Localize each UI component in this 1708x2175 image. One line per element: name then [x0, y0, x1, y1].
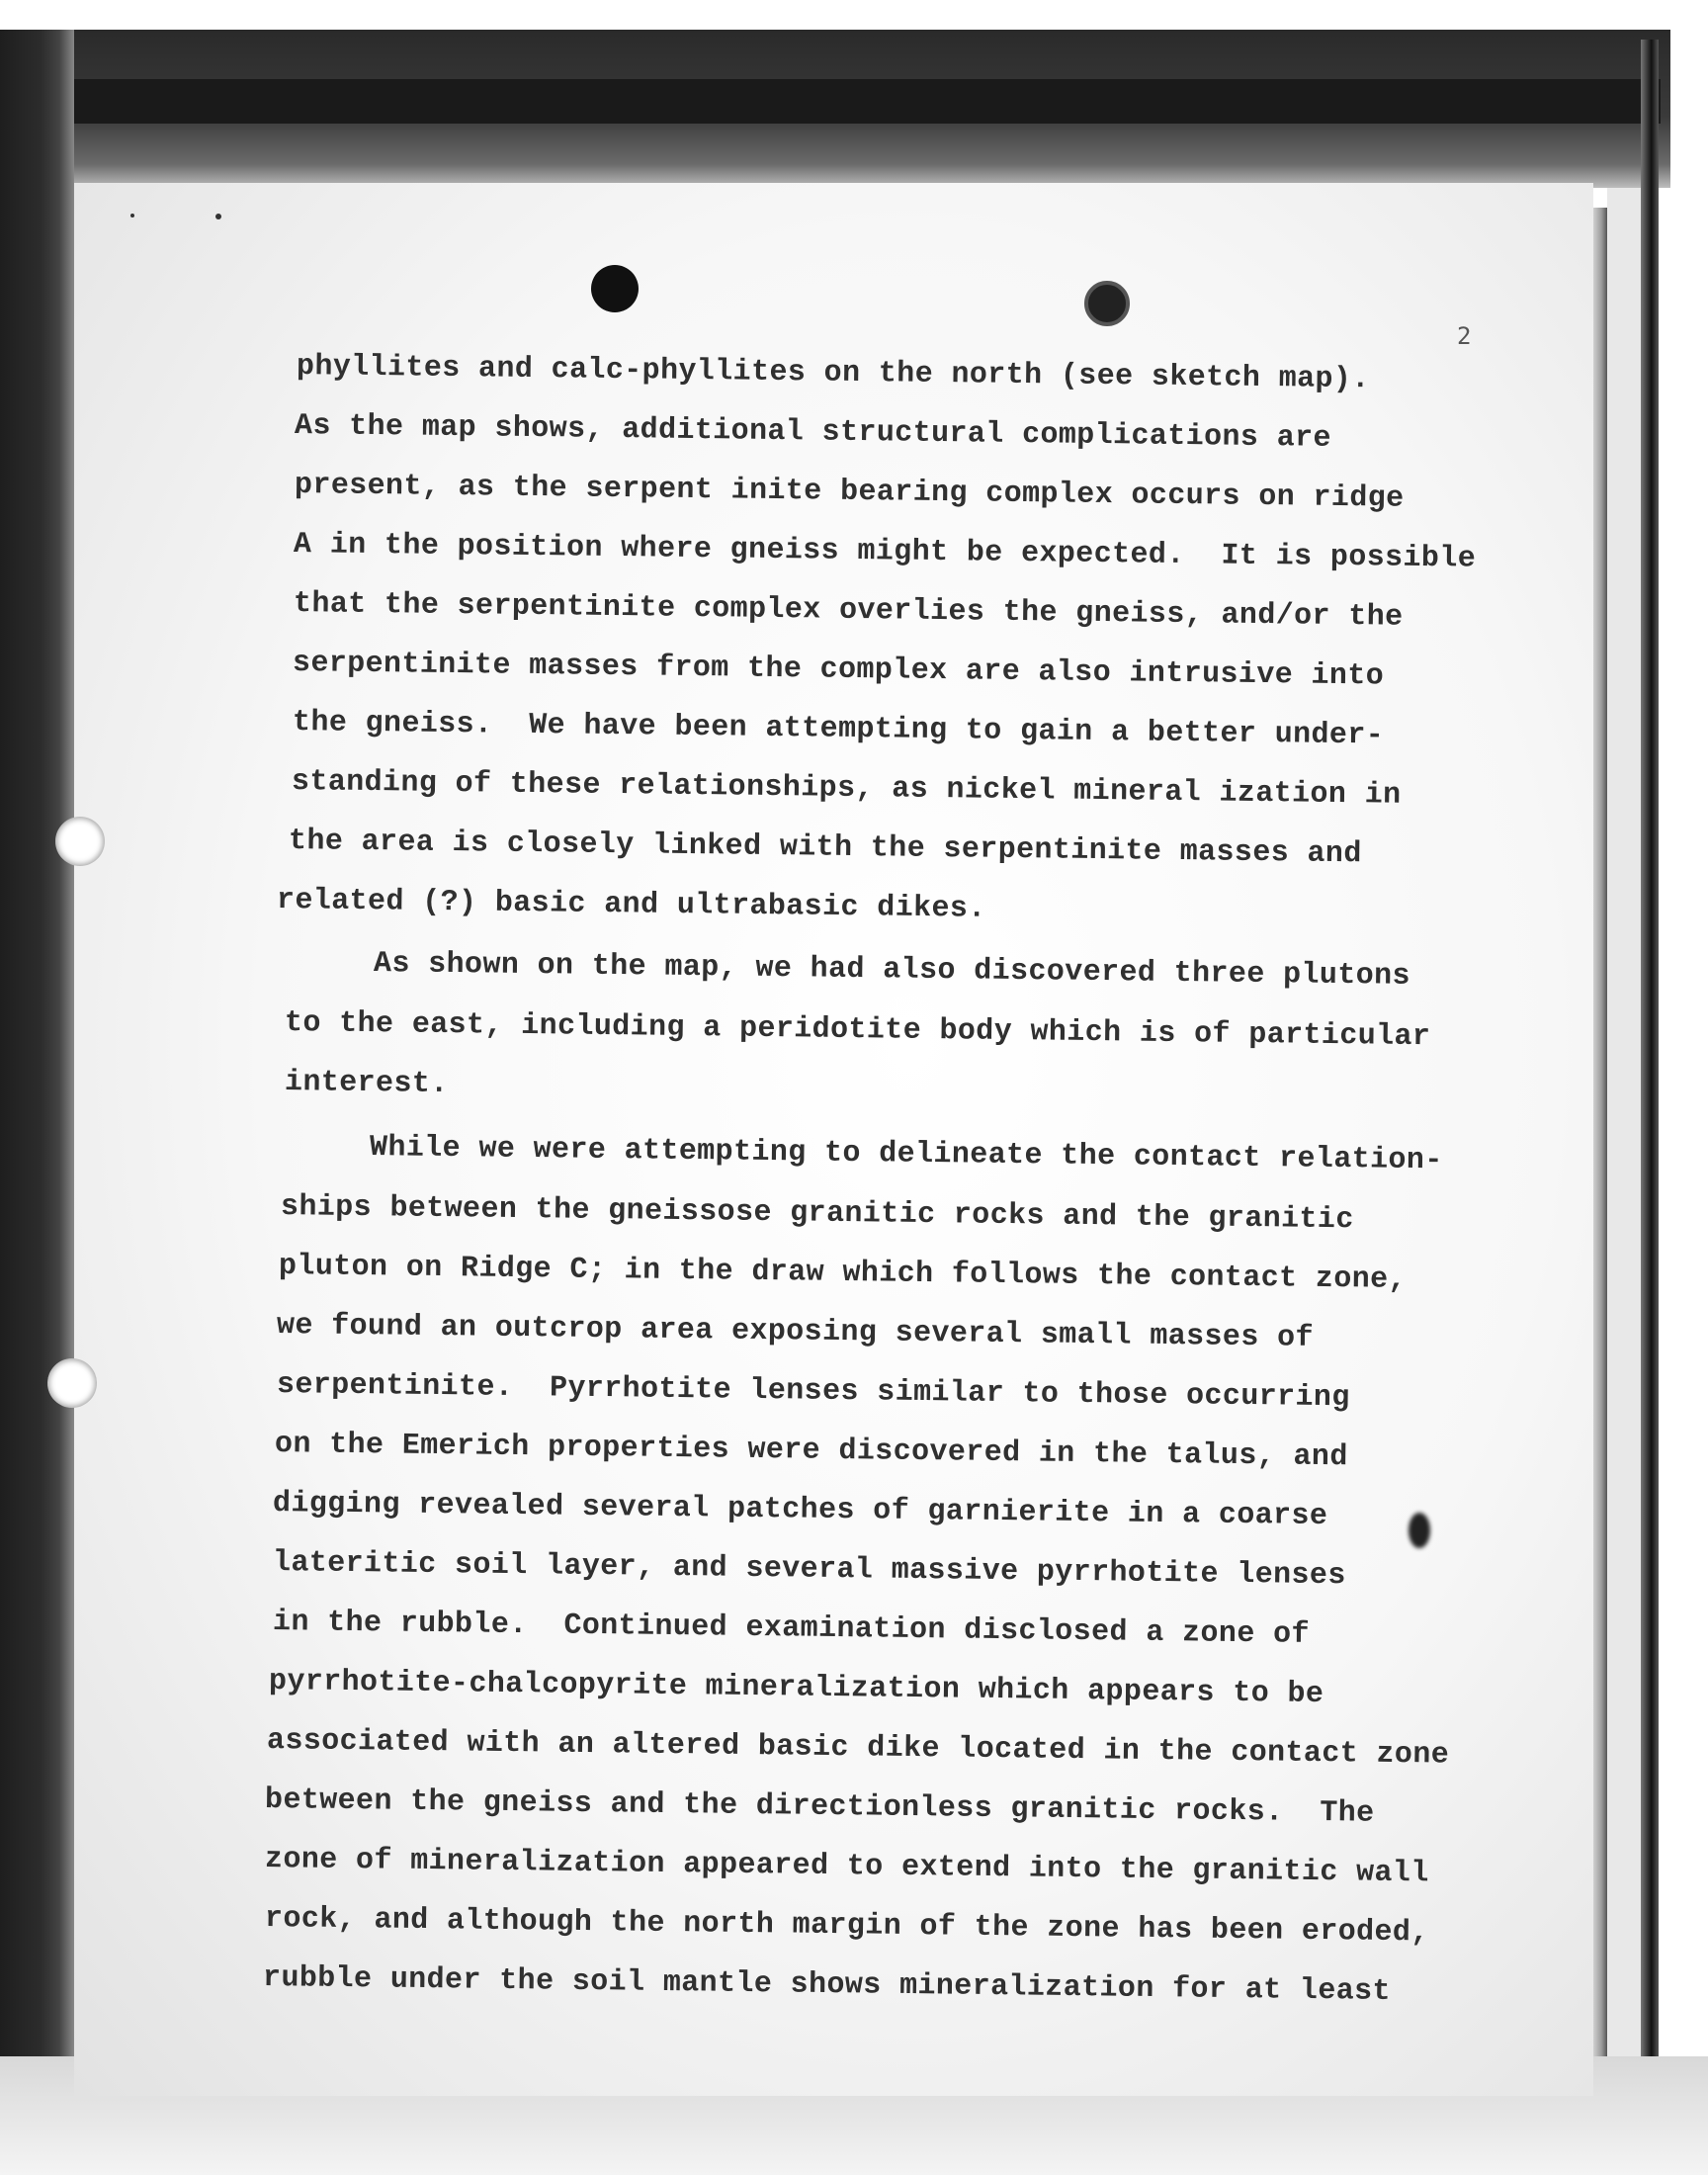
text-line: As the map shows, additional structural complications are [294, 409, 1332, 456]
text-line: zone of mineralization appeared to extend into the granitic wall [264, 1843, 1429, 1891]
text-line: A in the position where gneiss might be expected. It is possible [293, 528, 1477, 576]
text-line: interest. [284, 1066, 449, 1102]
text-line: standing of these relationships, as nickel mineral ization in [291, 765, 1402, 813]
text-line: digging revealed several patches of garnierite in a coarse [272, 1487, 1328, 1534]
text-line: pluton on Ridge C; in the draw which follows the contact zone, [278, 1250, 1408, 1297]
text-line: ships between the gneissose granitic rocks and the granitic [280, 1190, 1354, 1238]
text-line: related (?) basic and ultrabasic dikes. [276, 884, 986, 926]
text-line: As shown on the map, we had also discovered three plutons [373, 947, 1411, 994]
page-number: 2 [1457, 322, 1472, 350]
text-line: between the gneiss and the directionless granitic rocks. The [264, 1784, 1375, 1831]
text-line: we found an outcrop area exposing several small masses of [276, 1309, 1315, 1355]
text-line: lateritic soil layer, and several massive pyrrhotite lenses [272, 1546, 1346, 1594]
text-line: in the rubble. Continued examination disclosed a zone of [272, 1606, 1311, 1652]
text-line: While we were attempting to delineate the contact relation- [369, 1131, 1443, 1178]
text-line: the gneiss. We have been attempting to gain a better under- [292, 706, 1385, 753]
text-line: serpentinite. Pyrrhotite lenses similar to those occurring [276, 1368, 1350, 1416]
text-line: to the east, including a peridotite body which is of particular [284, 1006, 1431, 1055]
text-line: that the serpentinite complex overlies the gneiss, and/or the [293, 587, 1404, 635]
text-line: rock, and although the north margin of the zone has been eroded, [264, 1902, 1429, 1951]
text-line: associated with an altered basic dike located in the contact zone [266, 1724, 1450, 1773]
text-line: the area is closely linked with the serpentinite masses and [288, 825, 1362, 872]
text-line: on the Emerich properties were discovered in the talus, and [274, 1428, 1348, 1475]
text-line: present, as the serpent inite bearing complex occurs on ridge [294, 469, 1405, 516]
text-line: serpentinite masses from the complex are also intrusive into [292, 647, 1385, 694]
text-line: pyrrhotite-chalcopyrite mineralization which appears to be [268, 1665, 1324, 1712]
text-line: phyllites and calc-phyllites on the north (see sketch map). [296, 350, 1370, 397]
text-line: rubble under the soil mantle shows mineralization for at least [262, 1961, 1392, 2009]
